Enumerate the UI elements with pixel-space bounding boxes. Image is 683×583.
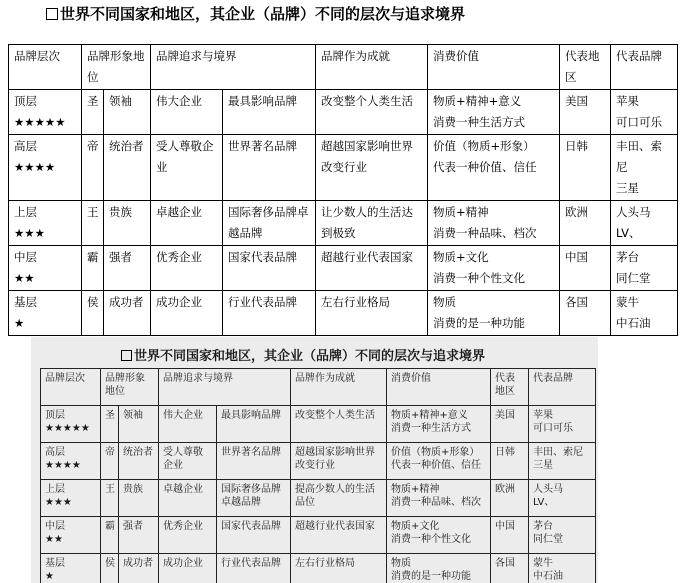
star-rating-icon: ★★★: [14, 226, 45, 240]
region-cell: 日韩: [560, 135, 611, 201]
pursuit-brand-cell: 行业代表品牌: [217, 554, 291, 583]
pursuit-brand-cell: 国际奢侈品牌卓越品牌: [223, 201, 316, 246]
pursuit-enterprise-cell: 伟大企业: [159, 406, 217, 443]
star-rating-icon: ★★: [45, 534, 63, 545]
region-cell: 各国: [560, 291, 611, 336]
achievement-cell: 超越国家影响世界改变行业: [316, 135, 428, 201]
level-cell: 上层 ★★★: [41, 480, 101, 517]
star-rating-icon: ★: [14, 316, 25, 330]
brand-cell: 苹果 可口可乐: [529, 406, 596, 443]
level-cell: 顶层 ★★★★★: [41, 406, 101, 443]
header-brand: 代表品牌: [529, 369, 596, 406]
header-region: 代表地区: [491, 369, 529, 406]
table-row: [41, 406, 596, 443]
header-level: 品牌层次: [9, 45, 82, 90]
level-cell: 高层 ★★★★: [9, 135, 82, 201]
value-cell: 价值（物质+形象） 代表一种价值、信任: [428, 135, 560, 201]
level-cell: 上层 ★★★: [9, 201, 82, 246]
header-value: 消费价值: [428, 45, 560, 90]
document-title: 世界不同国家和地区，其企业（品牌）不同的层次与追求境界: [46, 3, 465, 24]
table-row: [9, 291, 678, 336]
pursuit-brand-cell: 行业代表品牌: [223, 291, 316, 336]
star-rating-icon: ★★: [14, 271, 35, 285]
image-role-cell: 强者: [104, 246, 151, 291]
pursuit-brand-cell: 世界著名品牌: [223, 135, 316, 201]
star-rating-icon: ★★★: [45, 497, 72, 508]
image-role-cell: 领袖: [119, 406, 159, 443]
table-row: [9, 201, 678, 246]
brand-cell: 蒙牛 中石油: [611, 291, 678, 336]
image-char-cell: 侯: [82, 291, 104, 336]
image-char-cell: 圣: [82, 90, 104, 135]
star-rating-icon: ★★★★★: [14, 115, 66, 129]
pursuit-brand-cell: 国家代表品牌: [223, 246, 316, 291]
table-row: [9, 135, 678, 201]
brand-cell: 茅台 同仁堂: [611, 246, 678, 291]
level-cell: 基层 ★: [41, 554, 101, 583]
star-rating-icon: ★: [45, 571, 54, 582]
brand-cell: 人头马 LV、: [529, 480, 596, 517]
value-cell: 物质+文化 消费一种个性文化: [387, 517, 491, 554]
table-row: [41, 517, 596, 554]
image-role-cell: 领袖: [104, 90, 151, 135]
image-char-cell: 王: [82, 201, 104, 246]
region-cell: 美国: [491, 406, 529, 443]
pursuit-brand-cell: 世界著名品牌: [217, 443, 291, 480]
pursuit-enterprise-cell: 优秀企业: [151, 246, 223, 291]
brand-cell: 茅台 同仁堂: [529, 517, 596, 554]
header-achievement: 品牌作为成就: [316, 45, 428, 90]
level-cell: 高层 ★★★★: [41, 443, 101, 480]
image-role-cell: 贵族: [104, 201, 151, 246]
table-row: [41, 554, 596, 583]
achievement-cell: 提高少数人的生活品位: [291, 480, 387, 517]
brand-cell: 丰田、索尼 三星: [611, 135, 678, 201]
table-row: [9, 90, 678, 135]
level-cell: 中层 ★★: [41, 517, 101, 554]
pursuit-enterprise-cell: 卓越企业: [159, 480, 217, 517]
pursuit-brand-cell: 最具影响品牌: [223, 90, 316, 135]
pursuit-brand-cell: 最具影响品牌: [217, 406, 291, 443]
header-image: 品牌形象地位: [82, 45, 151, 90]
header-value: 消费价值: [387, 369, 491, 406]
level-cell: 顶层 ★★★★★: [9, 90, 82, 135]
scanned-title: 世界不同国家和地区，其企业（品牌）不同的层次与追求境界: [121, 345, 485, 364]
table-header-row: [41, 369, 596, 406]
value-cell: 物质+精神+意义 消费一种生活方式: [387, 406, 491, 443]
brand-cell: 人头马 LV、: [611, 201, 678, 246]
pursuit-enterprise-cell: 受人尊敬企业: [159, 443, 217, 480]
image-char-cell: 圣: [101, 406, 119, 443]
star-rating-icon: ★★★★: [14, 160, 56, 174]
value-cell: 物质+精神 消费一种品味、档次: [387, 480, 491, 517]
scanned-brand-level-table: [40, 368, 596, 583]
region-cell: 中国: [491, 517, 529, 554]
achievement-cell: 改变整个人类生活: [316, 90, 428, 135]
achievement-cell: 改变整个人类生活: [291, 406, 387, 443]
table-header-row: [9, 45, 678, 90]
value-cell: 物质+精神 消费一种品味、档次: [428, 201, 560, 246]
header-level: 品牌层次: [41, 369, 101, 406]
star-rating-icon: ★★★★★: [45, 423, 90, 434]
pursuit-enterprise-cell: 成功企业: [151, 291, 223, 336]
pursuit-enterprise-cell: 受人尊敬企业: [151, 135, 223, 201]
image-role-cell: 统治者: [104, 135, 151, 201]
image-char-cell: 侯: [101, 554, 119, 583]
brand-level-table: [8, 44, 678, 336]
achievement-cell: 超越行业代表国家: [291, 517, 387, 554]
image-char-cell: 霸: [101, 517, 119, 554]
value-cell: 物质+精神+意义 消费一种生活方式: [428, 90, 560, 135]
brand-cell: 蒙牛 中石油: [529, 554, 596, 583]
image-char-cell: 王: [101, 480, 119, 517]
value-cell: 物质+文化 消费一种个性文化: [428, 246, 560, 291]
image-char-cell: 霸: [82, 246, 104, 291]
checkbox-square-icon: [46, 8, 58, 20]
header-region: 代表地区: [560, 45, 611, 90]
level-cell: 基层 ★: [9, 291, 82, 336]
region-cell: 美国: [560, 90, 611, 135]
header-brand: 代表品牌: [611, 45, 678, 90]
region-cell: 欧洲: [491, 480, 529, 517]
achievement-cell: 超越行业代表国家: [316, 246, 428, 291]
pursuit-enterprise-cell: 卓越企业: [151, 201, 223, 246]
header-image: 品牌形象地位: [101, 369, 159, 406]
checkbox-square-icon: [121, 350, 132, 361]
image-role-cell: 贵族: [119, 480, 159, 517]
star-rating-icon: ★★★★: [45, 460, 81, 471]
region-cell: 日韩: [491, 443, 529, 480]
achievement-cell: 左右行业格局: [316, 291, 428, 336]
header-achievement: 品牌作为成就: [291, 369, 387, 406]
region-cell: 中国: [560, 246, 611, 291]
value-cell: 物质 消费的是一种功能: [428, 291, 560, 336]
achievement-cell: 左右行业格局: [291, 554, 387, 583]
pursuit-enterprise-cell: 伟大企业: [151, 90, 223, 135]
image-char-cell: 帝: [101, 443, 119, 480]
region-cell: 欧洲: [560, 201, 611, 246]
pursuit-enterprise-cell: 优秀企业: [159, 517, 217, 554]
table-row: [9, 246, 678, 291]
achievement-cell: 让少数人的生活达到极致: [316, 201, 428, 246]
scanned-table-image: [31, 337, 598, 583]
brand-cell: 苹果 可口可乐: [611, 90, 678, 135]
image-role-cell: 成功者: [104, 291, 151, 336]
image-char-cell: 帝: [82, 135, 104, 201]
region-cell: 各国: [491, 554, 529, 583]
header-pursuit: 品牌追求与境界: [151, 45, 316, 90]
value-cell: 物质 消费的是一种功能: [387, 554, 491, 583]
achievement-cell: 超越国家影响世界改变行业: [291, 443, 387, 480]
image-role-cell: 成功者: [119, 554, 159, 583]
pursuit-brand-cell: 国家代表品牌: [217, 517, 291, 554]
brand-cell: 丰田、索尼 三星: [529, 443, 596, 480]
value-cell: 价值（物质+形象） 代表一种价值、信任: [387, 443, 491, 480]
pursuit-brand-cell: 国际奢侈品牌卓越品牌: [217, 480, 291, 517]
level-cell: 中层 ★★: [9, 246, 82, 291]
header-pursuit: 品牌追求与境界: [159, 369, 291, 406]
table-row: [41, 480, 596, 517]
pursuit-enterprise-cell: 成功企业: [159, 554, 217, 583]
image-role-cell: 强者: [119, 517, 159, 554]
image-role-cell: 统治者: [119, 443, 159, 480]
table-row: [41, 443, 596, 480]
